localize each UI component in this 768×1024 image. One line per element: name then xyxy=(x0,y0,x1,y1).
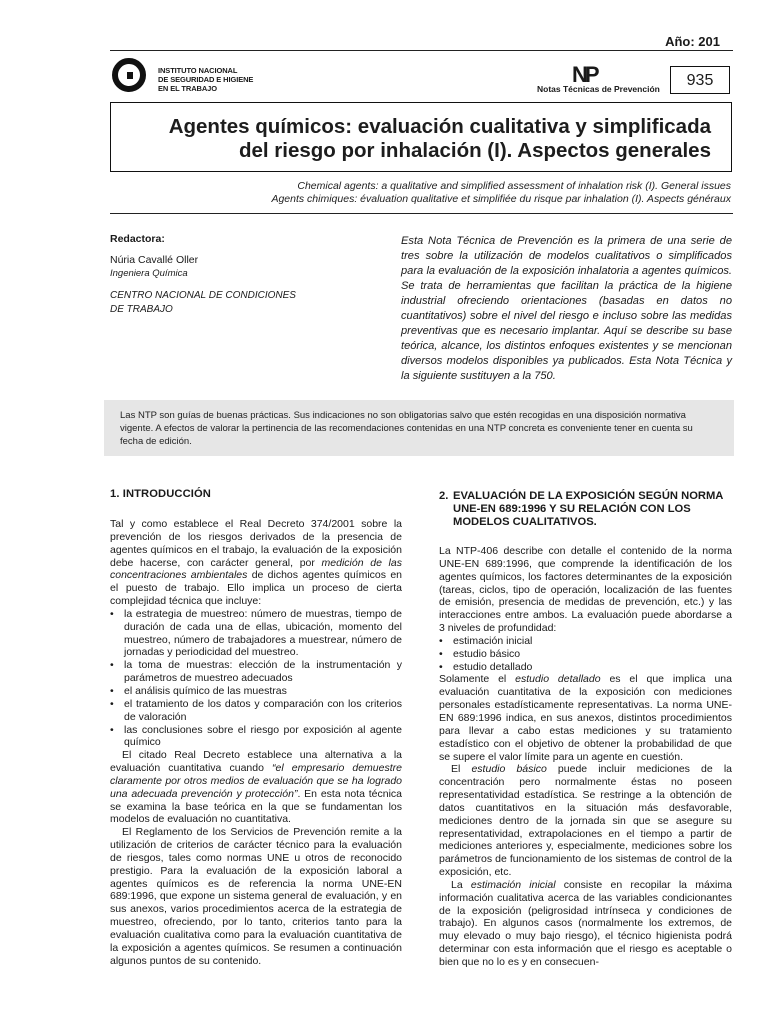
ntp-logo: NP xyxy=(572,62,597,87)
institute-emblem-icon xyxy=(112,58,146,92)
column-right xyxy=(439,490,732,969)
list-item: • la estrategia de muestreo: número de muestras, tiempo de duración de cada una de ellas, ubicación, momento del muestreo, número de trabajadores a muestrear, número de jornadas y periodicidad del muestreo. xyxy=(110,607,402,659)
title-box xyxy=(110,102,732,172)
author-block xyxy=(110,232,330,317)
section-2-heading: 2. EVALUACIÓN DE LA EXPOSICIÓN SEGÚN NORMA UNE-EN 689:1996 Y SU RELACIÓN CON LOS MODELOS CUALITATIVOS. xyxy=(439,490,723,528)
list-item: • estimación inicial xyxy=(439,634,533,647)
paragraph: El Reglamento de los Servicios de Prevención remite a la utilización de criterios de carácter técnico para la evaluación de riesgos, tales como normas UNE u otros de reconocido prestigio. Para la evaluación de la exposición laboral a agentes químicos es de referencia la norma UNE-EN 689:1996, que expone un sistema general de evaluación, y en sus anexos, varios procedimientos acerca de la estrategia de muestreo, ofreciendo, por lo tanto, criterios tanto para la evaluación cualitativa como para la evaluación cuantitativa de la exposición a agentes químicos. Se resumen a continuación algunos puntos de su contenido. xyxy=(110,826,402,967)
year-label: Año: 201 xyxy=(665,34,720,49)
list-item: • el análisis químico de las muestras xyxy=(110,684,287,697)
list-item: • las conclusiones sobre el riesgo por exposición al agente químico xyxy=(110,723,402,749)
separator-rule xyxy=(110,213,733,214)
author-label: Redactora: xyxy=(110,233,165,245)
section-1-heading: 1. INTRODUCCIÓN xyxy=(110,488,211,500)
top-rule xyxy=(110,50,733,51)
page-title: Agentes químicos: evaluación cualitativa y simplificada del riesgo por inhalación (I). Aspectos generales xyxy=(168,115,711,162)
title-french: Agents chimiques: évaluation qualitative et simplifiée du risque par inhalation (I). Aspects généraux xyxy=(271,193,731,205)
paragraph: El estudio básico puede incluir mediciones de la concentración pero normalmente éstas no poseen representatividad estadística. Se restringe a la obtención de datos cuantitativos en la situación más desfavorable, mediciones dentro de la jornada sin que se asegure su representatividad, extrapolaciones en el tiempo a partir de mediciones anteriores y, especialmente, mediciones sobre los parámetros de funcionamiento de los sistemas de control de la exposición, etc. xyxy=(439,763,732,879)
ntp-number: 935 xyxy=(670,66,730,94)
author-organization: CENTRO NACIONAL DE CONDICIONES DE TRABAJO xyxy=(110,290,296,315)
list-item: • estudio detallado xyxy=(439,660,533,673)
ntp-subtitle: Notas Técnicas de Prevención xyxy=(537,84,660,94)
list-item: • la toma de muestras: elección de la instrumentación y parámetros de muestreo adecuados xyxy=(110,659,402,685)
author-name: Núria Cavallé Oller xyxy=(110,254,199,266)
institute-logo xyxy=(112,58,272,102)
translated-titles xyxy=(271,180,731,206)
bullet-list xyxy=(110,608,402,749)
paragraph: La estimación inicial consiste en recopilar la máxima información cualitativa acerca de las variables condicionantes de la exposición (peligrosidad intrínseca y condiciones de trabajo). En algunos casos (normalmente los extremos, de muy elevado o muy bajo riesgo), el técnico higienista podrá determinar con esta información que el riesgo es aceptable o bien que no lo es y en consecuen- xyxy=(439,878,732,968)
author-role: Ingeniera Química xyxy=(110,268,188,279)
paragraph: La NTP-406 describe con detalle el contenido de la norma UNE-EN 689:1996, que comprende la identificación de los agentes químicos, los factores determinantes de la exposición (tareas, ciclos, tipo de operación, localización de las fuentes de emisión, presencia de medidas de prevención, etc.) y las interacciones entre ambos. La evaluación puede abordarse a 3 niveles de profundidad: xyxy=(439,545,732,635)
column-left xyxy=(110,488,402,968)
list-item: • el tratamiento de los datos y comparación con los criterios de valoración xyxy=(110,697,402,723)
abstract: Esta Nota Técnica de Prevención es la primera de una serie de tres sobre la utilización de modelos cualitativos o simplificados para la evaluación de la exposición inhalatoria a agentes químicos. Se trata de herramientas que facilitan la práctica de la higiene industrial ofreciendo orientaciones (basadas en datos no cuantitativos) sobre el nivel del riesgo e incluso sobre las medidas preventivas que es necesario implantar. Aquí se describe su base teórica, alcance, los distintos enfoques existentes y se mencionan diversos modelos disponibles ya publicados. Esta Nota Técnica y la siguiente sustituyen a la 750. xyxy=(401,235,732,382)
institute-name: INSTITUTO NACIONAL DE SEGURIDAD E HIGIENE EN EL TRABAJO xyxy=(158,66,254,93)
bullet-list xyxy=(439,635,732,674)
paragraph: El citado Real Decreto establece una alternativa a la evaluación cuantitativa cuando “el empresario demuestre claramente por otros medios de evaluación que se ha logrado una adecuada prevención y protección”. En esta nota técnica se examina la base teórica en la que se fundamentan los modelos de evaluación no cuantitativa. xyxy=(110,749,403,826)
title-english: Chemical agents: a qualitative and simplified assessment of inhalation risk (I). General issues xyxy=(297,180,731,192)
paragraph: Solamente el estudio detallado es el que implica una evaluación cuantitativa de la exposición con mediciones personales estadísticamente representativas. La norma UNE-EN 689:1996 indica, en sus anexos, distintos procedimientos para llevar a cabo estas mediciones y su tratamiento estadístico con el objetivo de obtener la probabilidad de que se supere el valor límite para un agente en cuestión. xyxy=(439,673,732,763)
paragraph: Tal y como establece el Real Decreto 374/2001 sobre la prevención de los riesgos derivados de la presencia de agentes químicos en el trabajo, la evaluación de la exposición debe hacerse, con carácter general, por medición de las concentraciones ambientales de dichos agentes químicos en el puesto de trabajo. Ello implica un proceso de cierta complejidad técnica que incluye: xyxy=(110,518,402,608)
notice-box: Las NTP son guías de buenas prácticas. Sus indicaciones no son obligatorias salvo que estén recogidas en una disposición normativa vigente. A efectos de valorar la pertinencia de las recomendaciones contenidas en una NTP concreta es conveniente tener en cuenta su fecha de edición. xyxy=(104,400,734,456)
list-item: • estudio básico xyxy=(439,647,521,660)
